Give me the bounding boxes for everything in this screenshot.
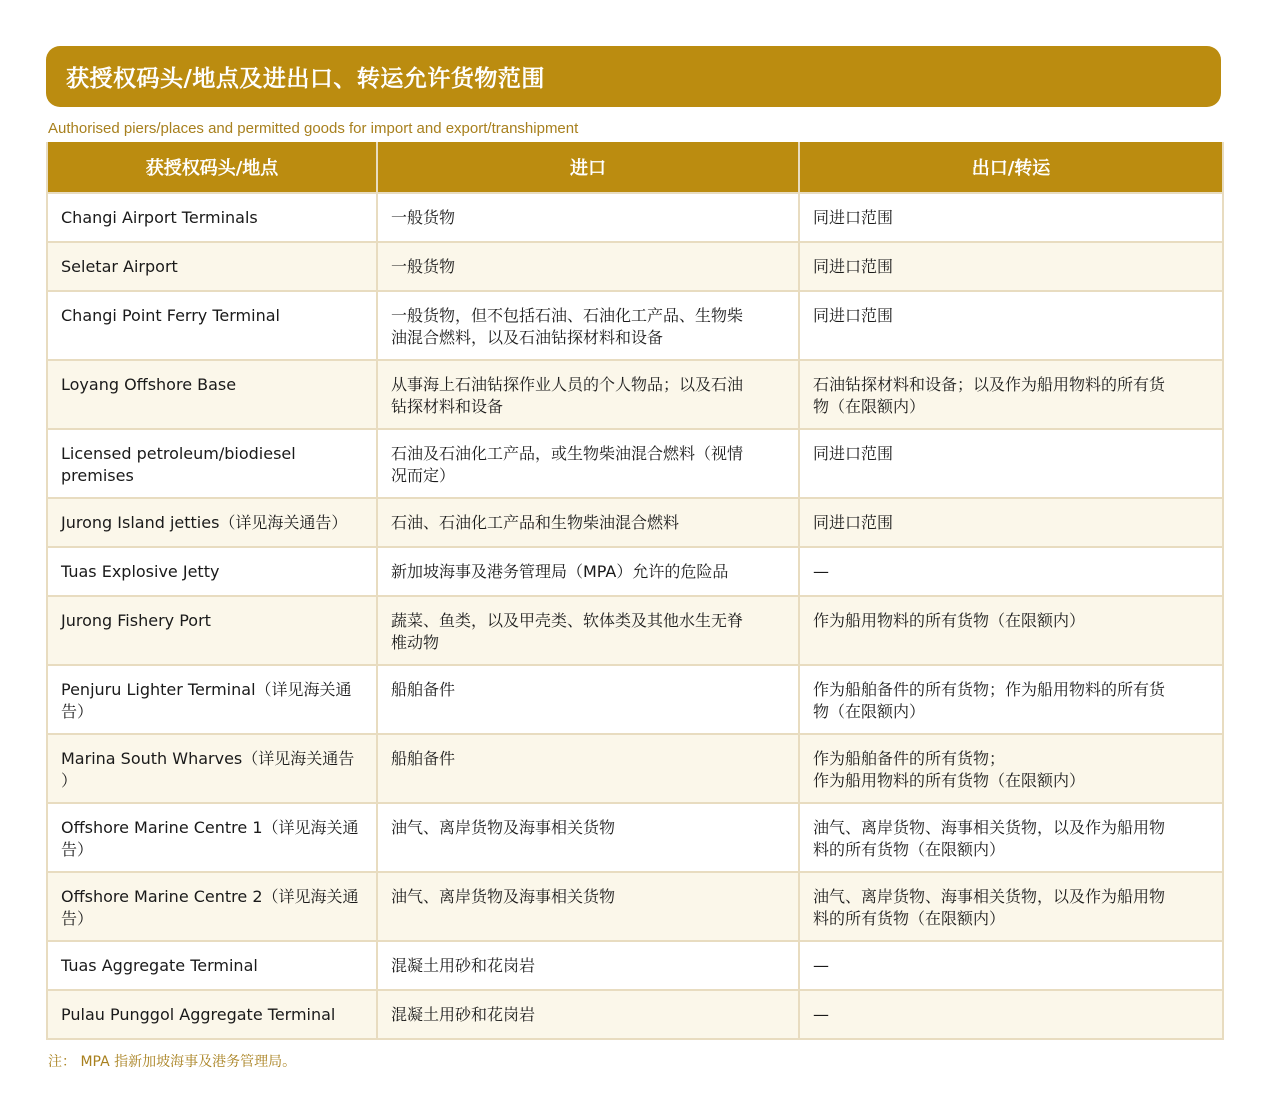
export-cell: 同进口范围 [799, 193, 1223, 242]
import-cell: 新加坡海事及港务管理局（MPA）允许的危险品 [377, 547, 799, 596]
export-cell: 油气、离岸货物、海事相关货物，以及作为船用物 料的所有货物（在限额内） [799, 803, 1223, 872]
table-row [47, 193, 1223, 242]
table-row [47, 547, 1223, 596]
export-cell: 同进口范围 [799, 429, 1223, 498]
table-row [47, 734, 1223, 803]
import-cell: 船舶备件 [377, 665, 799, 734]
place-cell: Tuas Aggregate Terminal [47, 941, 377, 990]
place-cell: Changi Airport Terminals [47, 193, 377, 242]
place-cell: Loyang Offshore Base [47, 360, 377, 429]
header-export: 出口/转运 [799, 142, 1223, 193]
import-cell: 从事海上石油钻探作业人员的个人物品；以及石油 钻探材料和设备 [377, 360, 799, 429]
place-cell: Offshore Marine Centre 1（详见海关通 告） [47, 803, 377, 872]
place-cell: Offshore Marine Centre 2（详见海关通 告） [47, 872, 377, 941]
header-import: 进口 [377, 142, 799, 193]
table-row [47, 872, 1223, 941]
place-cell: Seletar Airport [47, 242, 377, 291]
export-cell: — [799, 941, 1223, 990]
table-row [47, 803, 1223, 872]
table-row [47, 498, 1223, 547]
export-cell: 同进口范围 [799, 291, 1223, 360]
permitted-goods-table [46, 142, 1224, 1040]
import-cell: 混凝土用砂和花岗岩 [377, 941, 799, 990]
export-cell: 同进口范围 [799, 498, 1223, 547]
table-header-row [47, 142, 1223, 193]
table-row [47, 291, 1223, 360]
import-cell: 油气、离岸货物及海事相关货物 [377, 803, 799, 872]
import-cell: 蔬菜、鱼类，以及甲壳类、软体类及其他水生无脊 椎动物 [377, 596, 799, 665]
import-cell: 一般货物 [377, 242, 799, 291]
table-row [47, 429, 1223, 498]
place-cell: Jurong Island jetties（详见海关通告） [47, 498, 377, 547]
title-banner [46, 46, 1221, 107]
place-cell: Tuas Explosive Jetty [47, 547, 377, 596]
table-row [47, 941, 1223, 990]
export-cell: 同进口范围 [799, 242, 1223, 291]
place-cell: Changi Point Ferry Terminal [47, 291, 377, 360]
import-cell: 石油、石油化工产品和生物柴油混合燃料 [377, 498, 799, 547]
place-cell: Penjuru Lighter Terminal（详见海关通 告） [47, 665, 377, 734]
table-row [47, 360, 1223, 429]
table-row [47, 990, 1223, 1039]
header-place: 获授权码头/地点 [47, 142, 377, 193]
export-cell: 石油钻探材料和设备；以及作为船用物料的所有货 物（在限额内） [799, 360, 1223, 429]
place-cell: Licensed petroleum/biodiesel premises [47, 429, 377, 498]
import-cell: 一般货物，但不包括石油、石油化工产品、生物柴 油混合燃料，以及石油钻探材料和设备 [377, 291, 799, 360]
place-cell: Jurong Fishery Port [47, 596, 377, 665]
export-cell: 作为船用物料的所有货物（在限额内） [799, 596, 1223, 665]
table-row [47, 665, 1223, 734]
import-cell: 船舶备件 [377, 734, 799, 803]
page-subtitle: Authorised piers/places and permitted goods for import and export/transhipment [48, 120, 579, 137]
export-cell: — [799, 990, 1223, 1039]
import-cell: 油气、离岸货物及海事相关货物 [377, 872, 799, 941]
place-cell: Marina South Wharves（详见海关通告 ） [47, 734, 377, 803]
table-row [47, 596, 1223, 665]
table-row [47, 242, 1223, 291]
export-cell: 作为船舶备件的所有货物； 作为船用物料的所有货物（在限额内） [799, 734, 1223, 803]
export-cell: 作为船舶备件的所有货物；作为船用物料的所有货 物（在限额内） [799, 665, 1223, 734]
footnote: 注： MPA 指新加坡海事及港务管理局。 [48, 1054, 297, 1070]
export-cell: 油气、离岸货物、海事相关货物，以及作为船用物 料的所有货物（在限额内） [799, 872, 1223, 941]
import-cell: 混凝土用砂和花岗岩 [377, 990, 799, 1039]
place-cell: Pulau Punggol Aggregate Terminal [47, 990, 377, 1039]
import-cell: 石油及石油化工产品，或生物柴油混合燃料（视情 况而定） [377, 429, 799, 498]
export-cell: — [799, 547, 1223, 596]
import-cell: 一般货物 [377, 193, 799, 242]
page-title: 获授权码头/地点及进出口、转运允许货物范围 [66, 66, 545, 92]
